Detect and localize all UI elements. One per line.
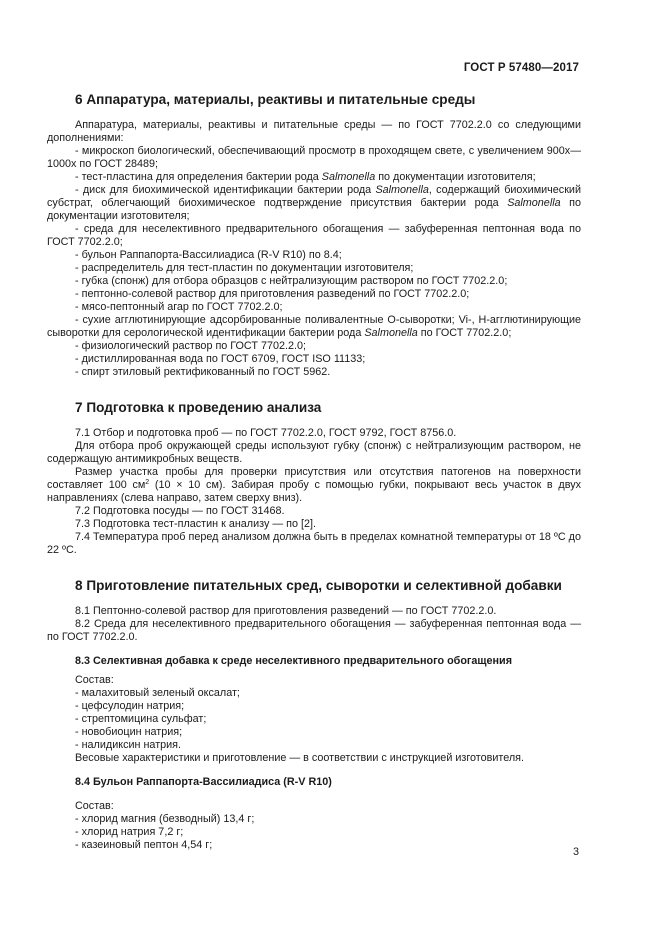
document-id-header: ГОСТ Р 57480—2017 <box>463 62 579 74</box>
list-item: - налидиксин натрия. <box>75 739 182 751</box>
list-item: - хлорид магния (безводный) 13,4 г; <box>75 813 255 825</box>
list-item: - физиологический раствор по ГОСТ 7702.2.0; <box>75 340 306 352</box>
composition-label: Состав: <box>75 674 114 686</box>
subsection-8-3-note: Весовые характеристики и приготовление — в соответствии с инструкцией изготовителя. <box>75 752 525 764</box>
paragraph-7-2: 7.2 Подготовка посуды — по ГОСТ 31468. <box>75 505 285 517</box>
list-item: - казеиновый пептон 4,54 г; <box>75 839 213 851</box>
page-number: 3 <box>572 846 579 858</box>
section-6-heading: 6 Аппаратура, материалы, реактивы и питательные среды <box>75 92 476 107</box>
list-item: - губка (спонж) для отбора образцов с нейтрализующим раствором по ГОСТ 7702.2.0; <box>75 275 508 287</box>
list-item: - цефсулодин натрия; <box>75 700 185 712</box>
paragraph-7-4: 7.4 Температура проб перед анализом должна быть в пределах комнатной температуры от 18 ºС до 22 ºС. <box>47 531 581 556</box>
composition-label: Состав: <box>75 800 114 812</box>
section-6-intro: Аппаратура, материалы, реактивы и питательные среды — по ГОСТ 7702.2.0 со следующими дополнениями: <box>47 119 581 144</box>
list-item: - микроскоп биологический, обеспечивающий просмотр в проходящем свете, с увеличением 900х—1000х по ГОСТ 28489; <box>47 145 581 170</box>
list-item: - новобиоцин натрия; <box>75 726 183 738</box>
list-item: - стрептомицина сульфат; <box>75 713 207 725</box>
list-item: - пептонно-солевой раствор для приготовления разведений по ГОСТ 7702.2.0; <box>75 288 470 300</box>
list-item: - диск для биохимической идентификации бактерии рода Salmonella, содержащий биохимический субстрат, облегчающий биохимическое подтверждение присутствия бактерии рода Salmonella по документации изготовителя; <box>47 184 581 222</box>
list-item: - тест-пластина для определения бактерии рода Salmonella по документации изготовителя; <box>75 171 536 183</box>
list-item: - хлорид натрия 7,2 г; <box>75 826 184 838</box>
section-8-heading: 8 Приготовление питательных сред, сыворотки и селективной добавки <box>75 578 562 593</box>
paragraph-8-1: 8.1 Пептонно-солевой раствор для приготовления разведений — по ГОСТ 7702.2.0. <box>75 605 497 617</box>
paragraph-8-2: 8.2 Среда для неселективного предварительного обогащения — забуференная пептонная вода — по ГОСТ 7702.2.0. <box>47 618 581 643</box>
subsection-8-3-heading: 8.3 Селективная добавка к среде неселективного предварительного обогащения <box>75 655 512 667</box>
list-item: - дистиллированная вода по ГОСТ 6709, ГОСТ ISO 11133; <box>75 353 366 365</box>
paragraph-7-1-sampling: Для отбора проб окружающей среды используют губку (спонж) с нейтрализующим раствором, не содержащую антимикробных веществ. <box>47 440 581 465</box>
paragraph-7-3: 7.3 Подготовка тест-пластин к анализу — по [2]. <box>75 518 316 530</box>
list-item: - среда для неселективного предварительного обогащения — забуференная пептонная вода по ГОСТ 7702.2.0; <box>47 223 581 248</box>
document-body <box>47 92 581 852</box>
paragraph-7-1: 7.1 Отбор и подготовка проб — по ГОСТ 7702.2.0, ГОСТ 9792, ГОСТ 8756.0. <box>75 427 457 439</box>
section-7-heading: 7 Подготовка к проведению анализа <box>75 400 322 415</box>
subsection-8-4-heading: 8.4 Бульон Раппапорта-Вассилиадиса (R-V R10) <box>75 776 332 788</box>
list-item: - распределитель для тест-пластин по документации изготовителя; <box>75 262 414 274</box>
list-item: - сухие агглютинирующие адсорбированные поливалентные О-сыворотки; Vi-, H-агглютинирующие сыворотки для серологической идентификации бактерии рода Salmonella по ГОСТ 7702.2.0; <box>47 314 581 339</box>
list-item: - мясо-пептонный агар по ГОСТ 7702.2.0; <box>75 301 283 313</box>
list-item: - бульон Раппапорта-Вассилиадиса (R-V R10) по 8.4; <box>75 249 342 261</box>
paragraph-7-1-area: Размер участка пробы для проверки присутствия или отсутствия патогенов на поверхности составляет 100 $см^2$ (10 × 10 см). Забирая пробу с помощью губки, покрывают весь участок в двух направлениях (слева направо, затем сверху вниз). <box>47 466 581 504</box>
list-item: - спирт этиловый ректификованный по ГОСТ 5962. <box>75 366 331 378</box>
list-item: - малахитовый зеленый оксалат; <box>75 687 240 699</box>
